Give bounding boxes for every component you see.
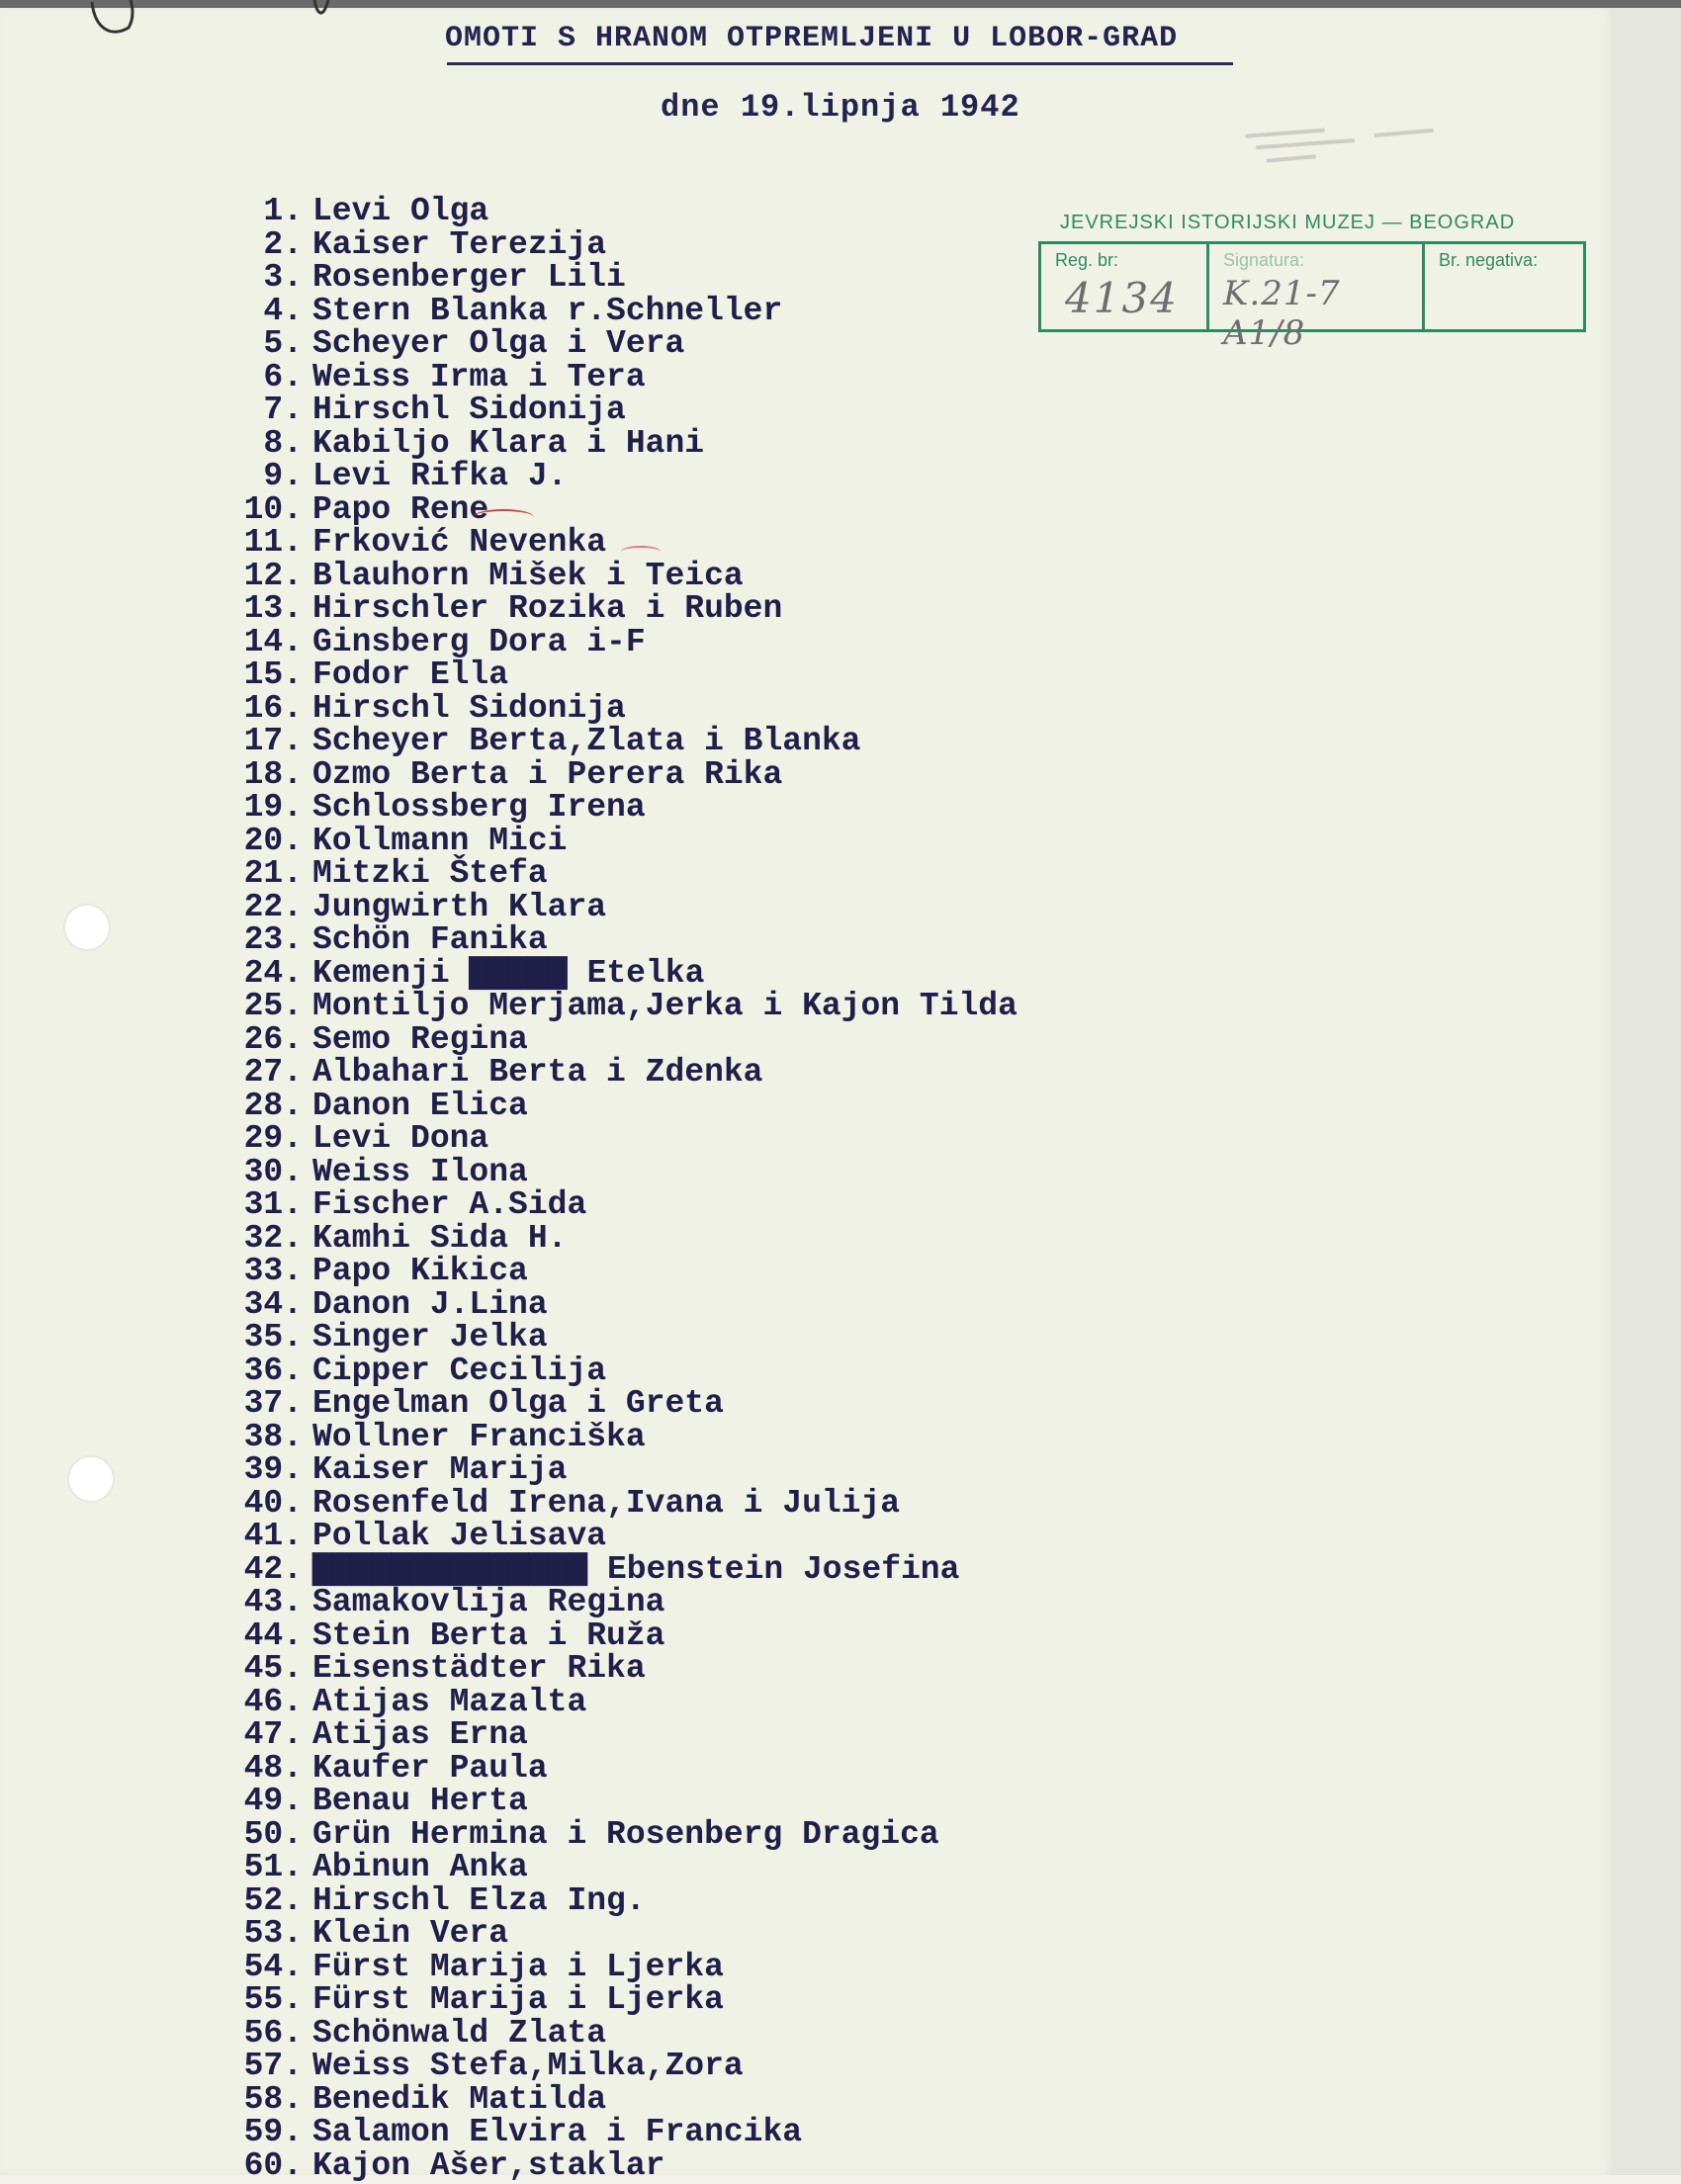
list-item-number: 57. [243, 2048, 303, 2084]
list-item [225, 2146, 1511, 2184]
stamp-reg-label: Reg. br: [1055, 250, 1119, 270]
list-item-name: Hirschler Rozika i Ruben [312, 590, 783, 627]
list-item [225, 755, 1511, 793]
list-item-number: 54. [243, 1948, 303, 1985]
list-item-number: 58. [243, 2080, 303, 2118]
list-item [225, 490, 1511, 528]
list-item-name: Levi Dona [312, 1120, 489, 1157]
list-item-name: Abinun Anka [312, 1849, 528, 1885]
list-item-name: Danon J.Lina [312, 1285, 548, 1323]
list-item-name: Cipper Cecilija [312, 1352, 607, 1389]
red-pencil-mark [473, 509, 534, 525]
list-item-name: Kemenji ▇▇▇▇▇ Etelka [312, 954, 705, 992]
list-item-number: 21. [243, 855, 303, 892]
list-item [225, 1785, 1511, 1818]
stamp-negativ-label: Br. negativa: [1439, 250, 1539, 270]
stamp-signatura-value: K.21-7 A1/8 [1223, 274, 1341, 353]
list-item-number: 31. [243, 1186, 303, 1223]
list-item [225, 1851, 1511, 1884]
list-item [225, 1616, 1511, 1654]
list-item-name: Engelman Olga i Greta [312, 1385, 724, 1422]
list-item [225, 1056, 1511, 1090]
list-item-number: 7. [263, 392, 303, 428]
list-item-number: 30. [243, 1153, 303, 1190]
list-item [225, 2080, 1511, 2118]
list-item [225, 888, 1511, 925]
list-item-number: 23. [243, 921, 303, 958]
list-item-name: Singer Jelka [312, 1319, 548, 1355]
list-item-name: Mitzki Štefa [312, 855, 548, 892]
corner-scribble [87, 0, 384, 44]
list-item-name: Fodor Ella [312, 656, 509, 693]
list-item-name: Kamhi Sida H. [312, 1219, 568, 1257]
list-item-number: 43. [243, 1584, 303, 1620]
list-item-number: 27. [243, 1054, 303, 1091]
list-item [225, 791, 1511, 825]
list-item-name: Grün Hermina i Rosenberg Dragica [312, 1815, 939, 1853]
list-item-number: 6. [263, 358, 303, 395]
list-item-number: 53. [243, 1915, 303, 1952]
list-item [225, 1219, 1511, 1257]
document-title: OMOTI S HRANOM OTPREMLJENI U LOBOR-GRAD [445, 22, 1179, 55]
list-item [225, 195, 1511, 228]
list-item-number: 45. [243, 1650, 303, 1687]
list-item [225, 1586, 1511, 1619]
list-item [225, 358, 1511, 395]
list-item-name: Weiss Irma i Tera [312, 358, 646, 395]
list-item-name: Wollner Franciška [312, 1418, 646, 1455]
list-item [225, 1550, 1511, 1588]
list-item [225, 1354, 1511, 1388]
list-item-number: 51. [243, 1849, 303, 1885]
list-item [225, 1520, 1511, 1553]
list-item [225, 1087, 1511, 1124]
list-item-name: Scheyer Berta,Zlata i Blanka [312, 723, 861, 759]
list-item [225, 857, 1511, 891]
list-item-name: Eisenstädter Rika [312, 1650, 646, 1687]
list-item-number: 55. [243, 1981, 303, 2018]
list-item-name: Pollak Jelisava [312, 1518, 607, 1554]
list-item [225, 526, 1511, 560]
list-item-name: Stern Blanka r.Schneller [312, 292, 783, 329]
list-item-name: Schönwald Zlata [312, 2014, 607, 2052]
list-item [225, 1683, 1511, 1720]
list-item [225, 923, 1511, 957]
list-item-name: Montiljo Merjama,Jerka i Kajon Tilda [312, 988, 1017, 1024]
list-item-name: Ginsberg Dora i-F [312, 623, 646, 660]
list-item-name: Weiss Ilona [312, 1153, 528, 1190]
list-item [225, 2014, 1511, 2052]
list-item-name: Rosenfeld Irena,Ivana i Julija [312, 1484, 901, 1522]
list-item-number: 50. [243, 1815, 303, 1853]
list-item [225, 1815, 1511, 1853]
list-item-number: 49. [243, 1783, 303, 1819]
faint-stamp-mark [1235, 105, 1475, 176]
list-item [225, 1484, 1511, 1522]
list-item-name: Fürst Marija i Ljerka [312, 1948, 724, 1985]
list-item-number: 3. [263, 259, 303, 296]
list-item-number: 15. [243, 656, 303, 693]
punch-hole [65, 906, 109, 949]
list-item-name: Stein Berta i Ruža [312, 1616, 665, 1654]
list-item-number: 59. [243, 2114, 303, 2150]
list-item [225, 557, 1511, 594]
list-item [225, 1321, 1511, 1354]
list-item [225, 623, 1511, 660]
list-item-number: 20. [243, 822, 303, 859]
list-item-number: 13. [243, 590, 303, 627]
list-item-name: Kaufer Paula [312, 1749, 548, 1787]
list-item-number: 40. [243, 1484, 303, 1522]
list-item [225, 393, 1511, 427]
list-item [225, 1948, 1511, 1985]
list-item-name: Rosenberger Lili [312, 259, 626, 296]
list-item-name: Hirschl Sidonija [312, 689, 626, 727]
list-item-number: 11. [243, 524, 303, 561]
list-item-number: 8. [263, 424, 303, 462]
list-item-name: Jungwirth Klara [312, 888, 607, 925]
list-item-number: 12. [243, 557, 303, 594]
list-item-number: 35. [243, 1319, 303, 1355]
list-item-number: 56. [243, 2014, 303, 2052]
list-item-number: 33. [243, 1253, 303, 1289]
list-item-number: 36. [243, 1352, 303, 1389]
list-item-number: 25. [243, 988, 303, 1024]
list-item-number: 9. [263, 458, 303, 494]
scan-right-margin [1614, 8, 1681, 2175]
list-item-name: Semo Regina [312, 1020, 528, 1058]
list-item [225, 225, 1511, 263]
list-item-name: Klein Vera [312, 1915, 509, 1952]
list-item [225, 1188, 1511, 1222]
list-item [225, 1881, 1511, 1919]
list-item-name: Blauhorn Mišek i Teica [312, 557, 744, 594]
list-item-number: 29. [243, 1120, 303, 1157]
list-item [225, 725, 1511, 758]
list-item-number: 44. [243, 1616, 303, 1654]
name-list [225, 195, 1511, 2182]
list-item-name: Benedik Matilda [312, 2080, 607, 2118]
list-item-name: Albahari Berta i Zdenka [312, 1054, 763, 1091]
list-item-number: 10. [243, 490, 303, 528]
list-item [225, 1285, 1511, 1323]
list-item-number: 38. [243, 1418, 303, 1455]
list-item [225, 1718, 1511, 1752]
list-item-name: Levi Rifka J. [312, 458, 568, 494]
list-item-name: Kaiser Terezija [312, 225, 607, 263]
list-item-name: Kaiser Marija [312, 1451, 568, 1488]
list-item-number: 41. [243, 1518, 303, 1554]
list-item-number: 14. [243, 623, 303, 660]
list-item [225, 990, 1511, 1023]
list-item-number: 1. [263, 193, 303, 229]
list-item-name: ▇▇▇▇▇▇▇▇▇▇▇▇▇▇ Ebenstein Josefina [312, 1550, 960, 1588]
list-item-name: Weiss Stefa,Milka,Zora [312, 2048, 744, 2084]
list-item-name: Frković Nevenka [312, 524, 607, 561]
list-item-number: 48. [243, 1749, 303, 1787]
list-item-name: Levi Olga [312, 193, 489, 229]
list-item [225, 1917, 1511, 1951]
list-item [225, 1652, 1511, 1686]
list-item [225, 1020, 1511, 1058]
stamp-reg-value: 4134 [1065, 274, 1179, 322]
list-item-name: Danon Elica [312, 1087, 528, 1124]
list-item-name: Kajon Ašer,staklar [312, 2146, 665, 2184]
list-item [225, 1983, 1511, 2017]
list-item-number: 17. [243, 723, 303, 759]
list-item-number: 46. [243, 1683, 303, 1720]
list-item [225, 327, 1511, 361]
list-item-name: Papo Rene [312, 490, 489, 528]
title-underline [447, 62, 1233, 65]
list-item-name: Atijas Erna [312, 1716, 528, 1753]
list-item-name: Scheyer Olga i Vera [312, 325, 685, 362]
list-item-number: 24. [243, 954, 303, 992]
list-item-name: Fischer A.Sida [312, 1186, 587, 1223]
list-item-name: Atijas Mazalta [312, 1683, 587, 1720]
list-item [225, 658, 1511, 692]
list-item-name: Papo Kikica [312, 1253, 528, 1289]
list-item-number: 32. [243, 1219, 303, 1257]
list-item-number: 2. [263, 225, 303, 263]
list-item-name: Hirschl Sidonija [312, 392, 626, 428]
list-item-number: 22. [243, 888, 303, 925]
list-item-name: Samakovlija Regina [312, 1584, 665, 1620]
list-item [225, 1749, 1511, 1787]
list-item [225, 1418, 1511, 1455]
list-item-number: 60. [243, 2146, 303, 2184]
list-item-name: Benau Herta [312, 1783, 528, 1819]
list-item-name: Ozmo Berta i Perera Rika [312, 755, 783, 793]
list-item [225, 689, 1511, 727]
list-item-name: Hirschl Elza Ing. [312, 1881, 646, 1919]
list-item-number: 5. [263, 325, 303, 362]
document-date: dne 19.lipnja 1942 [661, 89, 1020, 126]
list-item-number: 16. [243, 689, 303, 727]
stamp-institution: JEVREJSKI ISTORIJSKI MUZEJ — BEOGRAD [1060, 212, 1516, 233]
list-item-number: 26. [243, 1020, 303, 1058]
list-item [225, 292, 1511, 329]
list-item [225, 261, 1511, 295]
list-item-number: 4. [263, 292, 303, 329]
list-item-number: 19. [243, 789, 303, 826]
list-item [225, 460, 1511, 493]
list-item [225, 1255, 1511, 1288]
list-item-name: Fürst Marija i Ljerka [312, 1981, 724, 2018]
punch-hole [69, 1457, 113, 1501]
list-item [225, 424, 1511, 462]
stamp-signatura-label: Signatura: [1223, 250, 1305, 270]
list-item-number: 52. [243, 1881, 303, 1919]
red-pencil-mark [621, 546, 661, 558]
list-item [225, 592, 1511, 626]
list-item-name: Kollmann Mici [312, 822, 568, 859]
list-item [225, 1453, 1511, 1487]
list-item-name: Schön Fanika [312, 921, 548, 958]
list-item-number: 34. [243, 1285, 303, 1323]
list-item-name: Kabiljo Klara i Hani [312, 424, 705, 462]
list-item [225, 1153, 1511, 1190]
list-item-number: 18. [243, 755, 303, 793]
list-item [225, 954, 1511, 992]
list-item [225, 1387, 1511, 1421]
list-item [225, 822, 1511, 859]
list-item [225, 2116, 1511, 2149]
list-item-name: Salamon Elvira i Francika [312, 2114, 803, 2150]
list-item [225, 1122, 1511, 1156]
list-item-number: 28. [243, 1087, 303, 1124]
list-item [225, 2050, 1511, 2083]
list-item-name: Schlossberg Irena [312, 789, 646, 826]
list-item-number: 37. [243, 1385, 303, 1422]
list-item-number: 42. [243, 1550, 303, 1588]
list-item-number: 39. [243, 1451, 303, 1488]
list-item-number: 47. [243, 1716, 303, 1753]
